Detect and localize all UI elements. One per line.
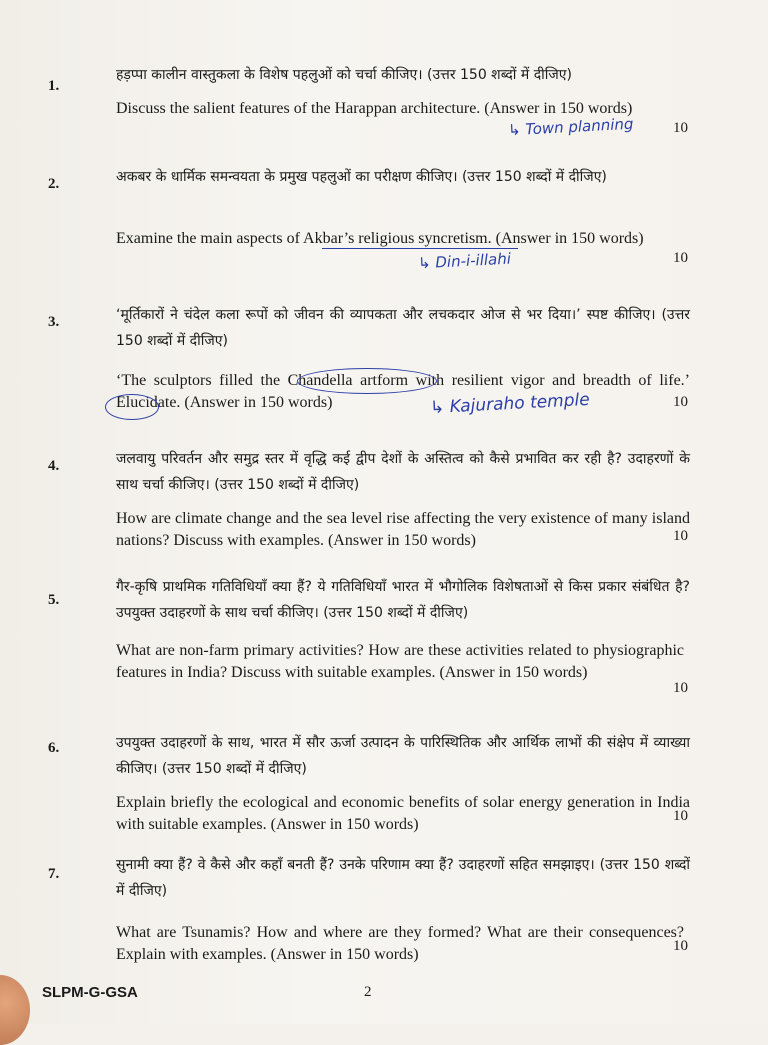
question-hindi: सुनामी क्या हैं? वे कैसे और कहाँ बनती हैं? उनके परिणाम क्या हैं? उदाहरणों सहित समझाइए। (उत्तर 150 शब्दों में दीजिए) [116,857,690,899]
handwritten-underline [322,248,518,249]
page-number: 2 [364,984,372,1000]
question-hindi: गैर-कृषि प्राथमिक गतिविधियाँ क्या हैं? ये गतिविधियाँ भारत में भौगोलिक विशेषताओं से किस प्रकार संबंधित है? उपयुक्त उदाहरणों के साथ चर्चा कीजिए। (उत्तर 150 शब्दों में दीजिए) [116,579,690,621]
question-number: 2. [48,176,60,192]
question-hindi: जलवायु परिवर्तन और समुद्र स्तर में वृद्धि कई द्वीप देशों के अस्तित्व को कैसे प्रभावित कर रही है? उदाहरणों के साथ चर्चा कीजिए। (उत्तर 150 शब्दों में दीजिए) [116,451,690,493]
question-number: 3. [48,314,60,330]
question-hindi: हड़प्पा कालीन वास्तुकला के विशेष पहलुओं को चर्चा कीजिए। (उत्तर 150 शब्दों में दीजिए) [116,67,572,83]
question-hindi: अकबर के धार्मिक समन्वयता के प्रमुख पहलुओं का परीक्षण कीजिए। (उत्तर 150 शब्दों में दीजिए) [116,169,607,185]
paper-code: SLPM-G-GSA [42,984,138,1001]
question-number: 7. [48,866,60,882]
handwritten-circle [105,394,159,420]
question-marks: 10 [673,394,688,410]
question-english: Explain briefly the ecological and economic benefits of solar energy generation in India with suitable examples. (Answer in 150 words) [116,794,690,833]
question-english: What are Tsunamis? How and where are they formed? What are their consequences? Explain with examples. (Answer in 150 words) [116,924,684,963]
handwritten-note: ↳ Din-i-illahi [417,249,512,273]
question-marks: 10 [673,938,688,954]
handwritten-note: ↳ Kajuraho temple [429,389,591,419]
question-number: 1. [48,78,60,94]
question-marks: 10 [673,680,688,696]
handwritten-note: ↳ Town planning [507,114,634,140]
question-english: Examine the main aspects of Akbar’s religious syncretism. (Answer in 150 words) [116,230,644,247]
question-hindi: उपयुक्त उदाहरणों के साथ, भारत में सौर ऊर्जा उत्पादन के पारिस्थितिक और आर्थिक लाभों की संक्षेप में व्याख्या कीजिए। (उत्तर 150 शब्दों में दीजिए) [116,735,690,777]
question-marks: 10 [673,250,688,266]
question-marks: 10 [673,528,688,544]
question-english: ‘The sculptors filled the Chandella artform with resilient vigor and breadth of life.’ Elucidate. (Answer in 150 words) [116,372,690,411]
handwritten-circle [297,368,437,394]
question-english: What are non-farm primary activities? How are these activities related to physiographic features in India? Discuss with suitable examples. (Answer in 150 words) [116,642,684,681]
question-english: Discuss the salient features of the Harappan architecture. (Answer in 150 words) [116,100,633,117]
question-number: 6. [48,740,60,756]
question-english: How are climate change and the sea level rise affecting the very existence of many island nations? Discuss with examples. (Answer in 150 words) [116,510,690,549]
question-hindi: ‘मूर्तिकारों ने चंदेल कला रूपों को जीवन की व्यापकता और लचकदार ओज से भर दिया।’ स्पष्ट कीजिए। (उत्तर 150 शब्दों में दीजिए) [116,307,690,349]
thumb-shadow [0,975,30,1045]
question-number: 5. [48,592,60,608]
question-marks: 10 [673,120,688,136]
question-marks: 10 [673,808,688,824]
question-number: 4. [48,458,60,474]
